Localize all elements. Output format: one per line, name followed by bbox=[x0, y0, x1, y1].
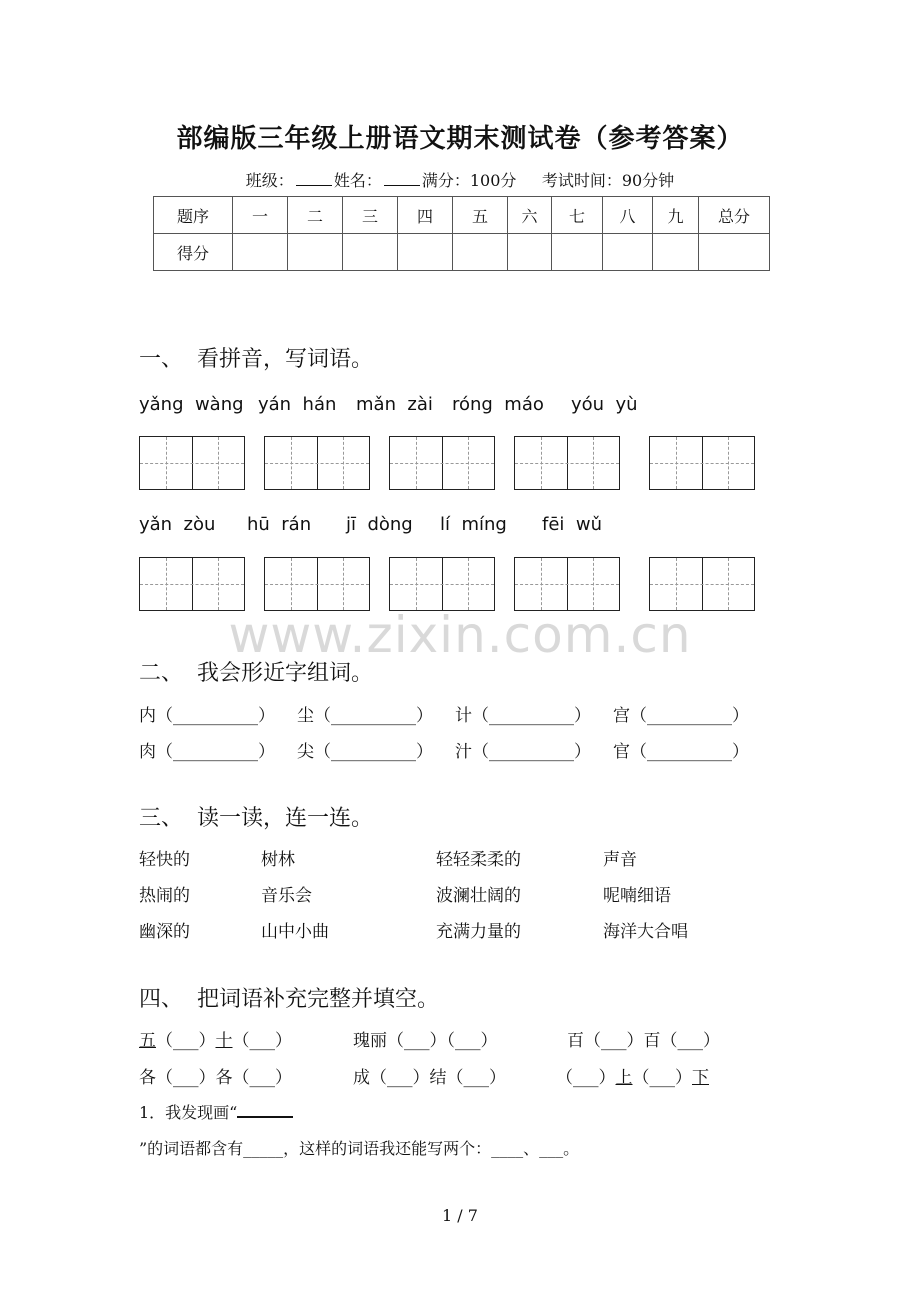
score-cell[interactable] bbox=[699, 234, 770, 271]
match-word[interactable]: 音乐会 bbox=[261, 886, 312, 906]
word-blank[interactable]: 尖（__________） bbox=[297, 742, 433, 762]
idiom-paren[interactable]: （___） bbox=[660, 1031, 720, 1051]
match-word[interactable]: 充满力量的 bbox=[436, 922, 521, 942]
idiom-blank[interactable] bbox=[556, 1063, 709, 1088]
exam-info bbox=[0, 168, 920, 191]
writing-grid[interactable] bbox=[264, 557, 370, 611]
score-header-cell: 五 bbox=[453, 197, 508, 234]
score-cell[interactable] bbox=[398, 234, 453, 271]
score-header-cell: 六 bbox=[508, 197, 552, 234]
score-header-cell: 八 bbox=[603, 197, 653, 234]
idiom-blank[interactable]: 各（___）各（___） bbox=[139, 1068, 292, 1088]
writing-grid[interactable] bbox=[139, 436, 245, 490]
score-header-cell: 二 bbox=[288, 197, 343, 234]
word-blank[interactable]: 肉（__________） bbox=[139, 742, 275, 762]
pinyin-label: hū rán bbox=[247, 514, 312, 535]
pinyin-label: yán hán bbox=[258, 394, 337, 415]
score-cell[interactable] bbox=[233, 234, 288, 271]
score-header-cell: 四 bbox=[398, 197, 453, 234]
match-word[interactable]: 树林 bbox=[261, 850, 295, 870]
page-title: 部编版三年级上册语文期末测试卷（参考答案） bbox=[176, 124, 744, 154]
idiom-paren[interactable]: （___） bbox=[556, 1068, 616, 1088]
score-table bbox=[153, 196, 770, 271]
score-header-cell: 一 bbox=[233, 197, 288, 234]
word-blank[interactable]: 官（__________） bbox=[613, 742, 749, 762]
name-label: 姓名： bbox=[333, 171, 382, 190]
idiom-char: 上 bbox=[615, 1068, 633, 1088]
word-blank[interactable]: 宫（__________） bbox=[613, 706, 749, 726]
pinyin-label: yǎng wàng bbox=[139, 394, 244, 415]
pinyin-label: lí míng bbox=[440, 514, 507, 535]
idiom-blank[interactable] bbox=[567, 1026, 720, 1051]
score-cell[interactable] bbox=[552, 234, 603, 271]
page-number: 1 / 7 bbox=[442, 1206, 478, 1225]
match-word[interactable]: 呢喃细语 bbox=[603, 886, 671, 906]
score-cell[interactable] bbox=[453, 234, 508, 271]
question-1-blank[interactable] bbox=[237, 1102, 293, 1118]
pinyin-label: yóu yù bbox=[571, 394, 638, 415]
pinyin-label: fēi wǔ bbox=[542, 514, 602, 535]
idiom-char: 十 bbox=[215, 1031, 233, 1051]
score-cell[interactable] bbox=[343, 234, 398, 271]
idiom-paren[interactable]: （___） bbox=[156, 1031, 216, 1051]
match-word[interactable]: 声音 bbox=[603, 850, 637, 870]
pinyin-label: róng máo bbox=[452, 394, 544, 415]
match-word[interactable]: 波澜壮阔的 bbox=[436, 886, 521, 906]
writing-grid[interactable] bbox=[389, 557, 495, 611]
idiom-paren[interactable]: （___） bbox=[584, 1031, 644, 1051]
score-cell[interactable] bbox=[508, 234, 552, 271]
score-value-row bbox=[154, 234, 770, 271]
writing-grid[interactable] bbox=[514, 436, 620, 490]
idiom-paren[interactable]: （___） bbox=[632, 1068, 692, 1088]
idiom-blank[interactable]: 成（___）结（___） bbox=[353, 1068, 506, 1088]
idiom-blank[interactable]: 瑰丽（___）（___） bbox=[353, 1031, 498, 1051]
question-1-text: 1．我发现画“ bbox=[139, 1103, 238, 1122]
writing-grid[interactable] bbox=[514, 557, 620, 611]
word-blank[interactable]: 尘（__________） bbox=[297, 706, 433, 726]
idiom-paren[interactable]: （___） bbox=[232, 1031, 292, 1051]
score-cell[interactable] bbox=[603, 234, 653, 271]
writing-grid[interactable] bbox=[264, 436, 370, 490]
score-header-cell: 七 bbox=[552, 197, 603, 234]
score-cell[interactable] bbox=[653, 234, 699, 271]
score-header-cell: 三 bbox=[343, 197, 398, 234]
match-word[interactable]: 幽深的 bbox=[139, 922, 190, 942]
idiom-char: 五 bbox=[139, 1031, 156, 1051]
match-word[interactable]: 山中小曲 bbox=[261, 922, 329, 942]
writing-grid[interactable] bbox=[649, 436, 755, 490]
word-blank[interactable]: 汁（__________） bbox=[455, 742, 591, 762]
idiom-char: 下 bbox=[692, 1068, 709, 1088]
writing-grid[interactable] bbox=[649, 557, 755, 611]
score-header-cell: 总分 bbox=[699, 197, 770, 234]
writing-grid[interactable] bbox=[389, 436, 495, 490]
match-word[interactable]: 轻快的 bbox=[139, 850, 190, 870]
name-blank bbox=[384, 171, 420, 186]
pinyin-label: jī dòng bbox=[346, 514, 413, 535]
exam-time: 考试时间：90分钟 bbox=[541, 171, 675, 190]
match-word[interactable]: 轻轻柔柔的 bbox=[436, 850, 521, 870]
pinyin-label: mǎn zài bbox=[356, 394, 433, 415]
match-word[interactable]: 海洋大合唱 bbox=[603, 922, 688, 942]
pinyin-label: yǎn zòu bbox=[139, 514, 216, 535]
score-cell[interactable] bbox=[288, 234, 343, 271]
score-header-cell: 九 bbox=[653, 197, 699, 234]
section4-title: 四、 把词语补充完整并填空。 bbox=[139, 987, 439, 1012]
section2-title: 二、 我会形近字组词。 bbox=[139, 661, 373, 686]
class-blank bbox=[296, 171, 332, 186]
section1-title: 一、 看拼音，写词语。 bbox=[139, 347, 373, 372]
idiom-char: 百 bbox=[567, 1031, 584, 1051]
score-header-cell: 题序 bbox=[154, 197, 233, 234]
class-label: 班级： bbox=[245, 171, 294, 190]
word-blank[interactable]: 计（__________） bbox=[455, 706, 591, 726]
idiom-blank[interactable] bbox=[139, 1026, 292, 1051]
score-header-row bbox=[154, 197, 770, 234]
watermark: www.zixin.com.cn bbox=[228, 606, 692, 664]
score-row-label: 得分 bbox=[154, 234, 233, 271]
section3-title: 三、 读一读，连一连。 bbox=[139, 806, 373, 831]
writing-grid[interactable] bbox=[139, 557, 245, 611]
question-1-line2[interactable]: ”的词语都含有_____，这样的词语我还能写两个：____、___。 bbox=[139, 1139, 580, 1158]
idiom-char: 百 bbox=[643, 1031, 661, 1051]
match-word[interactable]: 热闹的 bbox=[139, 886, 190, 906]
word-blank[interactable]: 内（__________） bbox=[139, 706, 275, 726]
full-score: 满分：100分 bbox=[421, 171, 517, 190]
question-1-line1 bbox=[139, 1100, 293, 1123]
